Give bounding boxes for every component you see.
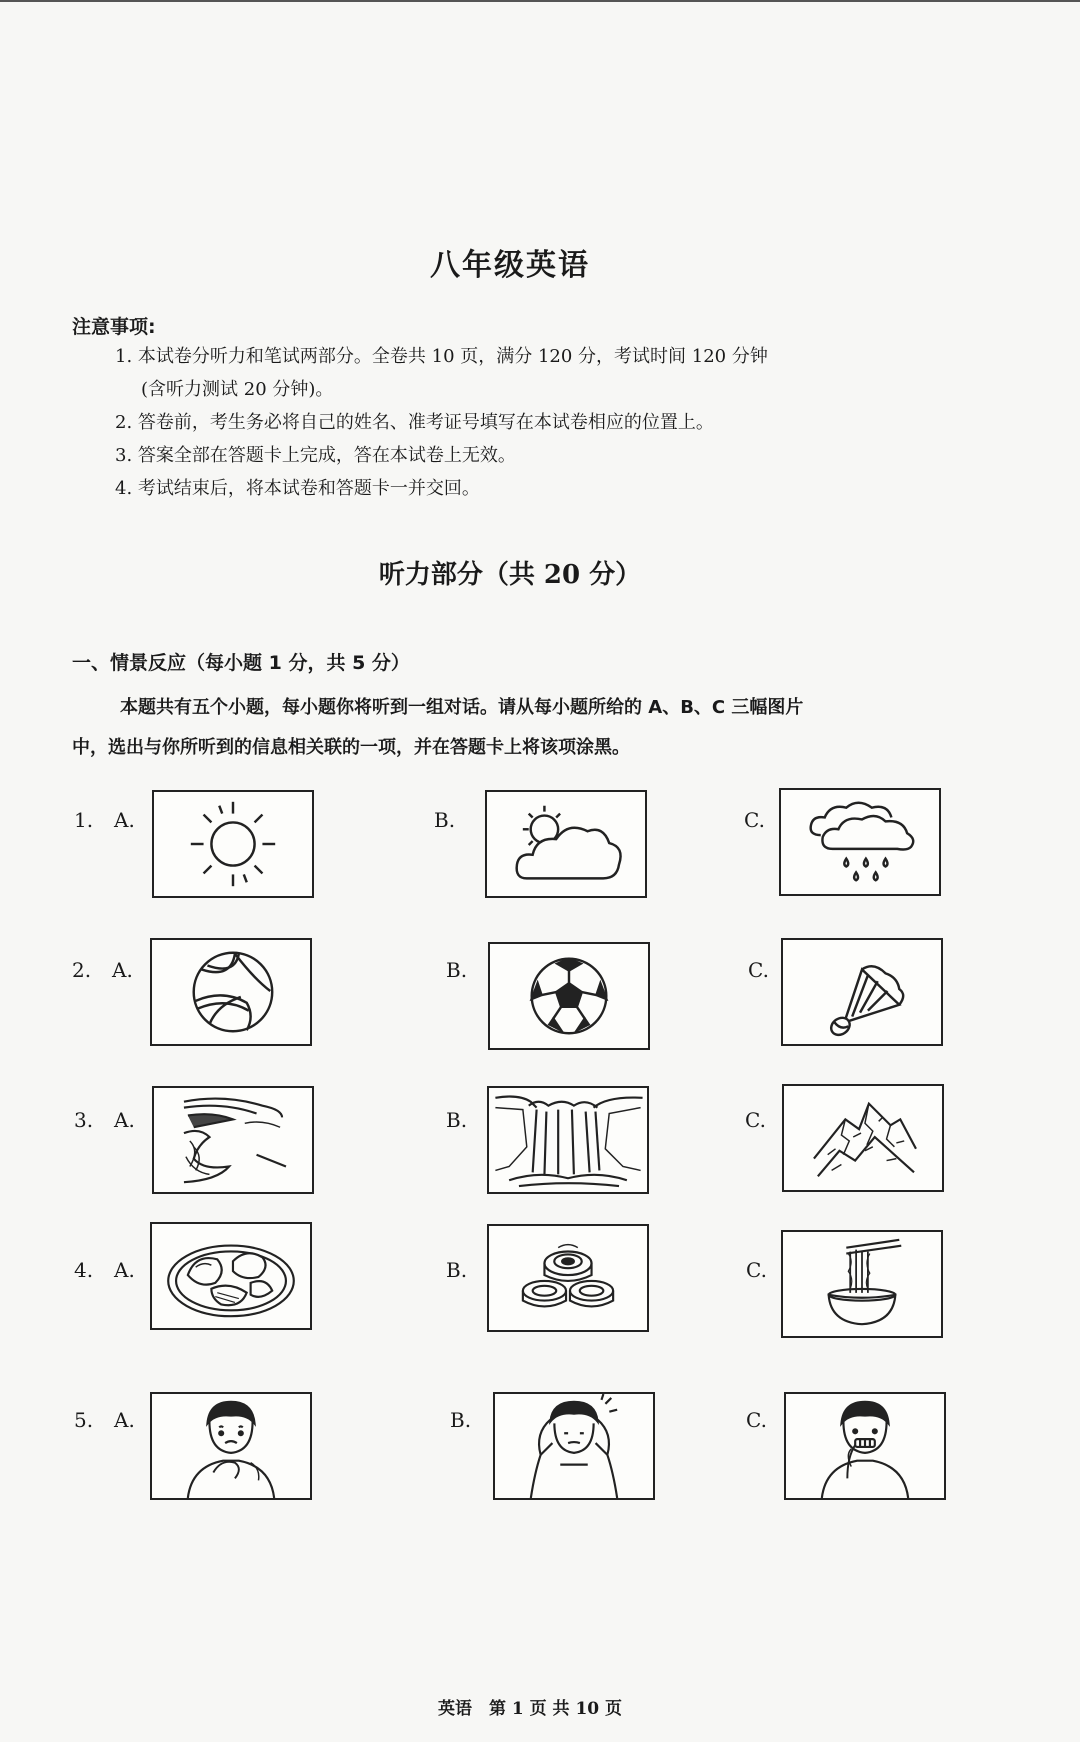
soccer-ball-icon[interactable] xyxy=(488,942,650,1050)
notice-list xyxy=(115,340,995,505)
sore-throat-icon[interactable] xyxy=(150,1392,312,1500)
desert-icon[interactable] xyxy=(152,1086,314,1194)
option-label[interactable]: C. xyxy=(746,1258,767,1282)
option-label[interactable]: B. xyxy=(450,1408,472,1432)
question-number: 2. xyxy=(72,958,92,982)
shuttlecock-icon[interactable] xyxy=(781,938,943,1046)
toothache-icon[interactable] xyxy=(784,1392,946,1500)
question-number: 5. xyxy=(74,1408,94,1432)
noodles-bowl-icon[interactable] xyxy=(781,1230,943,1338)
part-heading: 一、情景反应（每小题 1 分，共 5 分） xyxy=(72,652,410,674)
option-label[interactable]: C. xyxy=(746,1408,767,1432)
rain-cloud-icon[interactable] xyxy=(779,788,941,896)
section-title: 听力部分（共 20 分） xyxy=(378,560,642,590)
option-label[interactable]: C. xyxy=(744,808,765,832)
waterfall-icon[interactable] xyxy=(487,1086,649,1194)
option-label[interactable]: A. xyxy=(114,1108,135,1132)
option-label[interactable]: A. xyxy=(114,1258,135,1282)
option-label[interactable]: A. xyxy=(114,808,135,832)
question-number: 1. xyxy=(74,808,94,832)
sun-icon[interactable] xyxy=(152,790,314,898)
notice-item: 3. 答案全部在答题卡上完成，答在本试卷上无效。 xyxy=(115,445,516,466)
option-label[interactable]: B. xyxy=(446,1108,468,1132)
page-top-edge xyxy=(0,0,1080,2)
question-number: 3. xyxy=(74,1108,94,1132)
partly-cloudy-icon[interactable] xyxy=(485,790,647,898)
notice-item: (含听力测试 20 分钟)。 xyxy=(141,379,334,400)
option-label[interactable]: B. xyxy=(434,808,456,832)
notice-heading: 注意事项: xyxy=(72,316,156,338)
instruction-line: 本题共有五个小题，每小题你将听到一组对话。请从每小题所给的 A、B、C 三幅图片 xyxy=(120,697,804,718)
option-label[interactable]: A. xyxy=(114,1408,135,1432)
mooncakes-icon[interactable] xyxy=(487,1224,649,1332)
dumplings-plate-icon[interactable] xyxy=(150,1222,312,1330)
option-label[interactable]: A. xyxy=(112,958,133,982)
option-label[interactable]: B. xyxy=(446,958,468,982)
option-label[interactable]: C. xyxy=(745,1108,766,1132)
page-title: 八年级英语 xyxy=(430,248,590,283)
instruction-line: 中，选出与你所听到的信息相关联的一项，并在答题卡上将该项涂黑。 xyxy=(72,737,630,758)
headache-icon[interactable] xyxy=(493,1392,655,1500)
notice-item: 2. 答卷前，考生务必将自己的姓名、准考证号填写在本试卷相应的位置上。 xyxy=(115,412,714,433)
page-footer: 英语 第 1 页 共 10 页 xyxy=(437,1699,623,1719)
mountains-icon[interactable] xyxy=(782,1084,944,1192)
question-number: 4. xyxy=(74,1258,94,1282)
part-instructions xyxy=(72,688,952,768)
notice-item: 1. 本试卷分听力和笔试两部分。全卷共 10 页，满分 120 分，考试时间 120 分钟 xyxy=(115,346,768,367)
notice-item: 4. 考试结束后，将本试卷和答题卡一并交回。 xyxy=(115,478,480,499)
volleyball-icon[interactable] xyxy=(150,938,312,1046)
option-label[interactable]: C. xyxy=(748,958,769,982)
option-label[interactable]: B. xyxy=(446,1258,468,1282)
